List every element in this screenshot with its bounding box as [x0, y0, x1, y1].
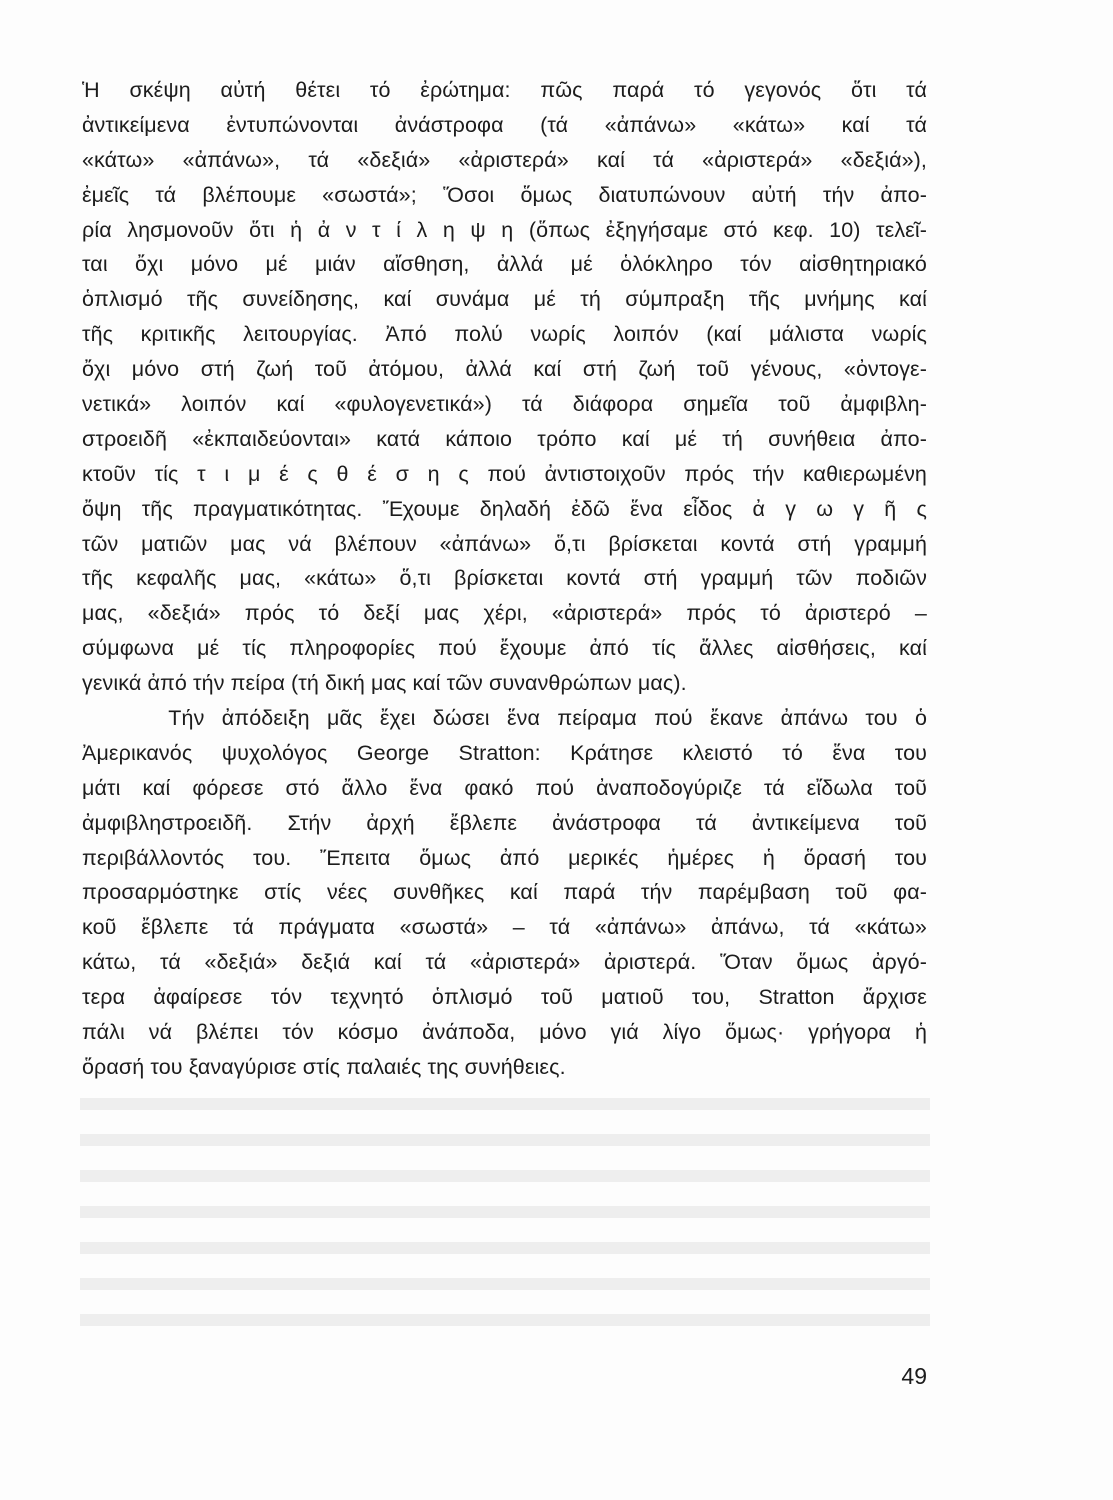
paragraph-1 [82, 73, 927, 701]
text-line: «κάτω» «ἀπάνω», τά «δεξιά» «ἀριστερά» καί τά «ἀριστερά» «δεξιά»), [82, 147, 927, 172]
text-line: ὅρασή του ξαναγύρισε στίς παλαιές της συνήθειες. [82, 1054, 566, 1079]
text-line: τερα ἀφαίρεσε τόν τεχνητό ὁπλισμό τοῦ ματιοῦ του, Stratton ἄρχισε [82, 985, 927, 1010]
text-line: κτοῦν τίς τ ι μ έ ς θ έ σ η ς πού ἀντιστοιχοῦν πρός τήν καθιερωμένη [82, 461, 927, 486]
text-line: προσαρμόστηκε στίς νέες συνθῆκες καί παρά τήν παρέμβαση τοῦ φα- [82, 880, 927, 905]
text-line: Τήν ἀπόδειξη μᾶς ἔχει δώσει ἕνα πείραμα πού ἔκανε ἀπάνω του ὁ [82, 706, 927, 731]
text-line: μάτι καί φόρεσε στό ἄλλο ἕνα φακό πού ἀναποδογύριζε τά εἴδωλα τοῦ [82, 775, 927, 800]
text-line: περιβάλλοντός του. Ἔπειτα ὅμως ἀπό μερικές ἡμέρες ἡ ὅρασή του [82, 845, 927, 870]
text-line: στροειδῆ «ἐκπαιδεύονται» κατά κάποιο τρόπο καί μέ τή συνήθεια ἀπο- [82, 426, 927, 451]
text-line: ὁπλισμό τῆς συνείδησης, καί συνάμα μέ τή σύμπραξη τῆς μνήμης καί [82, 287, 927, 312]
text-line: νετικά» λοιπόν καί «φυλογενετικά») τά διάφορα σημεῖα τοῦ ἀμφιβλη- [82, 392, 927, 417]
body-text [82, 73, 927, 1085]
text-line: ται ὄχι μόνο μέ μιάν αἴσθηση, ἀλλά μέ ὁλόκληρο τόν αἰσθητηριακό [82, 252, 927, 277]
text-line: ἀμφιβληστροειδῆ. Στήν ἀρχή ἔβλεπε ἀνάστροφα τά ἀντικείμενα τοῦ [82, 810, 927, 835]
show-through-text [80, 1080, 930, 1340]
text-line: τῶν ματιῶν μας νά βλέπουν «ἀπάνω» ὅ,τι βρίσκεται κοντά στή γραμμή [82, 531, 927, 556]
text-line: πάλι νά βλέπει τόν κόσμο ἀνάποδα, μόνο γιά λίγο ὅμως· γρήγορα ἡ [82, 1020, 927, 1045]
text-line: ἀντικείμενα ἐντυπώνονται ἀνάστροφα (τά «ἀπάνω» «κάτω» καί τά [82, 112, 927, 137]
text-line: ὄψη τῆς πραγματικότητας. Ἔχουμε δηλαδή ἐδῶ ἕνα εἶδος ἀ γ ω γ ῆ ς [82, 496, 927, 521]
text-line: σύμφωνα μέ τίς πληροφορίες πού ἔχουμε ἀπό τίς ἄλλες αἰσθήσεις, καί [82, 636, 927, 661]
paragraph-2 [82, 701, 927, 1085]
text-line: κάτω, τά «δεξιά» δεξιά καί τά «ἀριστερά» ἀριστερά. Ὅταν ὅμως ἀργό- [82, 950, 927, 975]
text-line: Ἡ σκέψη αὐτή θέτει τό ἐρώτημα: πῶς παρά τό γεγονός ὅτι τά [82, 78, 927, 102]
text-line: κοῦ ἔβλεπε τά πράγματα «σωστά» – τά «ἀπάνω» ἀπάνω, τά «κάτω» [82, 915, 927, 940]
text-line: ρία λησμονοῦν ὅτι ἡ ἀ ν τ ί λ η ψ η (ὅπως ἐξηγήσαμε στό κεφ. 10) τελεῖ- [82, 217, 927, 242]
text-line: Ἀμερικανός ψυχολόγος George Stratton: Κράτησε κλειστό τό ἕνα του [82, 740, 927, 765]
text-line: τῆς κεφαλῆς μας, «κάτω» ὅ,τι βρίσκεται κοντά στή γραμμή τῶν ποδιῶν [82, 566, 927, 591]
text-line: ὄχι μόνο στή ζωή τοῦ ἀτόμου, ἀλλά καί στή ζωή τοῦ γένους, «ὀντογε- [82, 357, 927, 382]
text-line: μας, «δεξιά» πρός τό δεξί μας χέρι, «ἀριστερά» πρός τό ἀριστερό – [82, 601, 927, 626]
text-line: τῆς κριτικῆς λειτουργίας. Ἀπό πολύ νωρίς λοιπόν (καί μάλιστα νωρίς [82, 322, 927, 347]
text-line: γενικά ἀπό τήν πείρα (τή δική μας καί τῶν συνανθρώπων μας). [82, 671, 687, 696]
page-number: 49 [901, 1363, 927, 1389]
text-line: ἐμεῖς τά βλέπουμε «σωστά»; Ὅσοι ὅμως διατυπώνουν αὐτή τήν ἀπο- [82, 182, 927, 207]
